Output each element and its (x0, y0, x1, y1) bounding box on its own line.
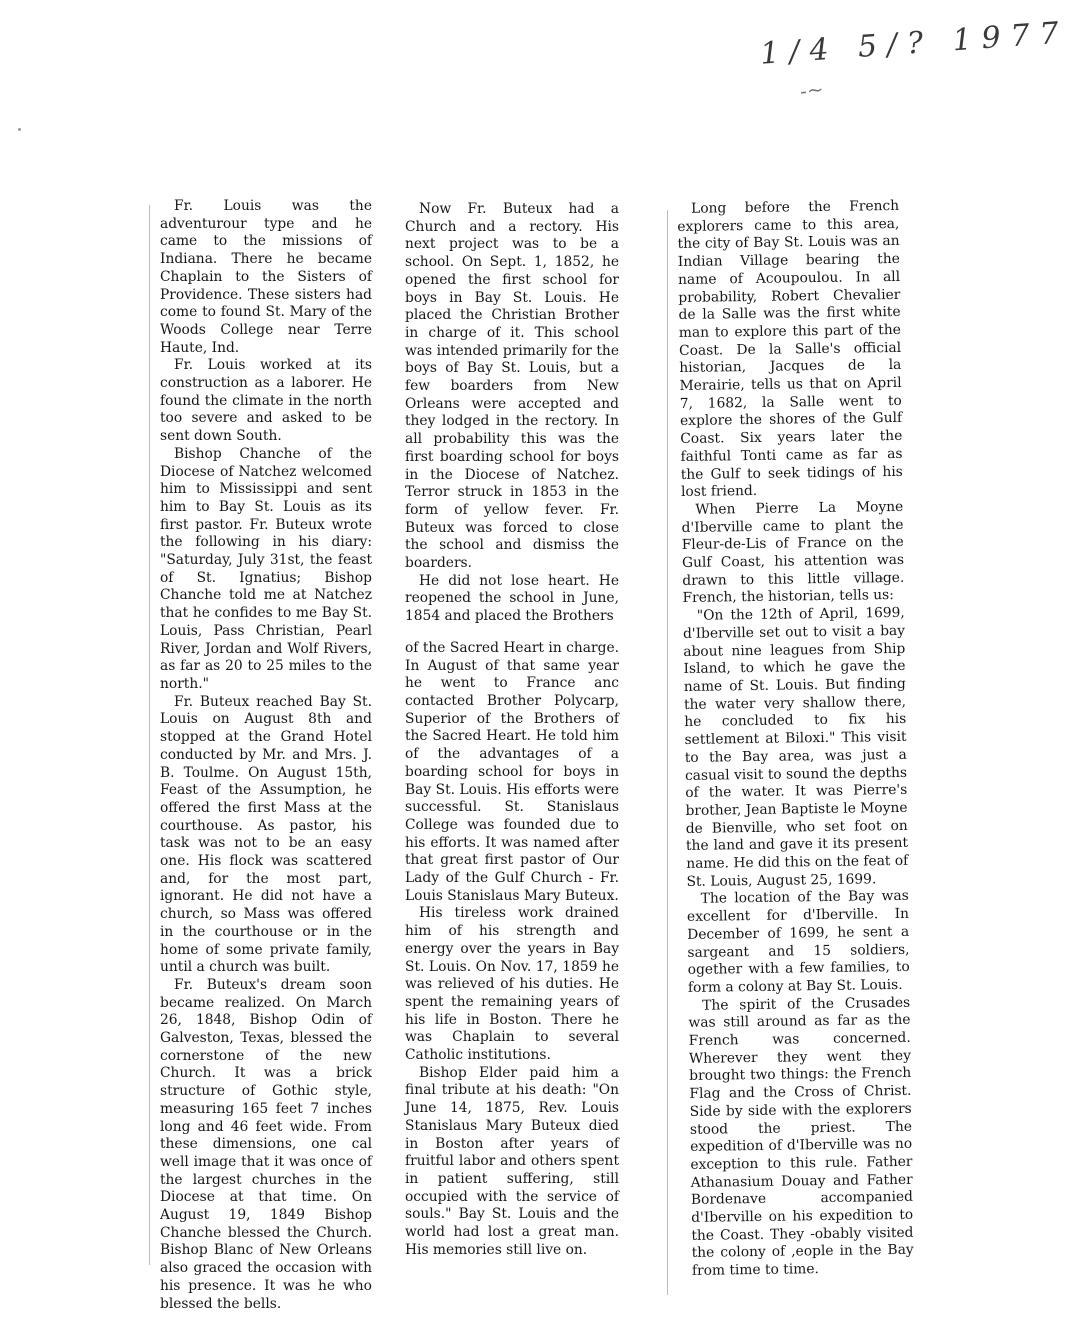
scan-speck (18, 128, 21, 131)
paragraph: Fr. Louis worked at its construction as a laborer. He found the climate in the north too severe and asked to be sent down South. (160, 357, 372, 445)
paragraph: "On the 12th of April, 1699, d'Iberville set out to visit a bay about nine leagues from Ship Island, to which he gave the name of St. Louis. But finding the water very shallow there, he concluded to fix his settlement at Biloxi." This visit to the Bay area, was just a casual visit to sound the depths of the water. It was Pierre's brother, Jean Baptiste le Moyne de Bienville, who set foot on the land and gave it its present name. He did this on the feat of St. Louis, August 25, 1699. (682, 605, 909, 890)
paragraph: The location of the Bay was excellent for d'Iberville. In December of 1699, he sent a sargeant and 15 soldiers, ogether with a few families, to form a colony at Bay St. Louis. (686, 888, 910, 996)
handwritten-mark: -~ (798, 76, 825, 104)
paragraph: Fr. Louis was the adventurour type and he came to the missions of Indiana. There he became Chaplain to the Sisters of Providence. These sisters had come to found St. Mary of the Woods College near Terre Haute, Ind. (160, 198, 372, 356)
paragraph-continuation: of the Sacred Heart in charge. In August of that same year he went to France anc contacted Brother Polycarp, Superior of the Brothers of the Sacred Heart. He told him of the advantages of a boarding school for boys in Bay St. Louis. His efforts were successful. St. Stanislaus College was founded due to his efforts. It was named after that great first pastor of Our Lady of the Gulf Church - Fr. Louis Stanislaus Mary Buteux. (405, 639, 619, 904)
handwritten-date-annotation: 1/4 5/? 1977 (759, 15, 1070, 72)
paragraph: Now Fr. Buteux had a Church and a rectory. His next project was to be a school. On Sept. 1, 1852, he opened the first school for boys in Bay St. Louis. He placed the Christian Brother in charge of it. This school was intended primarily for the boys of Bay St. Louis, but a few boarders from New Orleans were accepted and they lodged in the rectory. In all probability this was the first boarding school for boys in the Diocese of Natchez. Terror struck in 1853 in the form of yellow fever. Fr. Buteux was forced to close the school and dismiss the boarders. (405, 201, 619, 572)
paragraph: His tireless work drained him of his strength and energy over the years in Bay St. Louis. On Nov. 17, 1859 he was relieved of his duties. He spent the remaining years of his life in Boston. There he was Chaplain to several Catholic institutions. (405, 905, 619, 1064)
column-edge-mark-right (667, 210, 668, 1295)
paragraph: Long before the French explorers came to this area, the city of Bay St. Louis was an Indian Village bearing the name of Acoupoulou. In all probability, Robert Chevalier de la Salle was the first white man to explore this part of the Coast. De la Salle's official historian, Jacques de la Merairie, tells us that on April 7, 1682, la Salle went to explore the shores of the Gulf Coast. Six years later the faithful Tonti came as far as the Gulf to seek tidings of his lost friend. (677, 197, 903, 501)
column-edge-mark-left (149, 205, 150, 1265)
paragraph: Fr. Buteux's dream soon became realized. On March 26, 1848, Bishop Odin of Galveston, Texas, blessed the cornerstone of the new Church. It was a brick structure of Gothic style, measuring 165 feet 7 inches long and 46 feet wide. From these dimensions, one cal well image that it was once of the largest churches in the Diocese at that time. On August 19, 1849 Bishop Chanche blessed the Church. Bishop Blanc of New Orleans also graced the occasion with his presence. It was he who blessed the bells. (160, 976, 372, 1312)
paragraph: The spirit of the Crusades was still around as far as the French was concerned. Wherever they went they brought two things: the French Flag and the Cross of Christ. Side by side with the explorers stood the priest. The expedition of d'Iberville was no exception to this rule. Father Athanasium Douay and Father Bordenave accompanied d'Iberville on his expedition to the Coast. They -obably visited the colony of ,eople in the Bay from time to time. (688, 994, 914, 1280)
article-column-2 (405, 201, 619, 1259)
paragraph: When Pierre La Moyne d'Iberville came to plant the Fleur-de-Lis of France on the Gulf Coast, his attention was drawn to this little village. French, the historian, tells us: (681, 498, 905, 607)
paragraph: He did not lose heart. He reopened the school in June, 1854 and placed the Brothers (405, 572, 619, 625)
paragraph: Fr. Buteux reached Bay St. Louis on August 8th and stopped at the Grand Hotel conducted by Mr. and Mrs. J. B. Toulme. On August 15th, Feast of the Assumption, he offered the first Mass at the courthouse. As pastor, his task was not to be an easy one. His flock was scattered and, for the most part, ignorant. He did not have a church, so Mass was offered in the courthouse or in the home of some private family, until a church was built. (160, 693, 372, 976)
paragraph: Bishop Elder paid him a final tribute at his death: "On June 14, 1875, Rev. Louis Stanislaus Mary Buteux died in Boston after years of fruitful labor and others spent in patient suffering, still occupied with the service of souls." Bay St. Louis and the world had lost a great man. His memories still live on. (405, 1064, 619, 1258)
paragraph: Bishop Chanche of the Diocese of Natchez welcomed him to Mississippi and sent him to Bay St. Louis as its first pastor. Fr. Buteux wrote the following in his diary: "Saturday, July 31st, the feast of St. Ignatius; Bishop Chanche told me at Natchez that he confides to me Bay St. Louis, Pass Christian, Pearl River, Jordan and Wolf Rivers, as far as 20 to 25 miles to the north." (160, 445, 372, 692)
article-column-3 (677, 198, 914, 1281)
article-column-1 (160, 198, 372, 1313)
column-break (405, 626, 619, 640)
